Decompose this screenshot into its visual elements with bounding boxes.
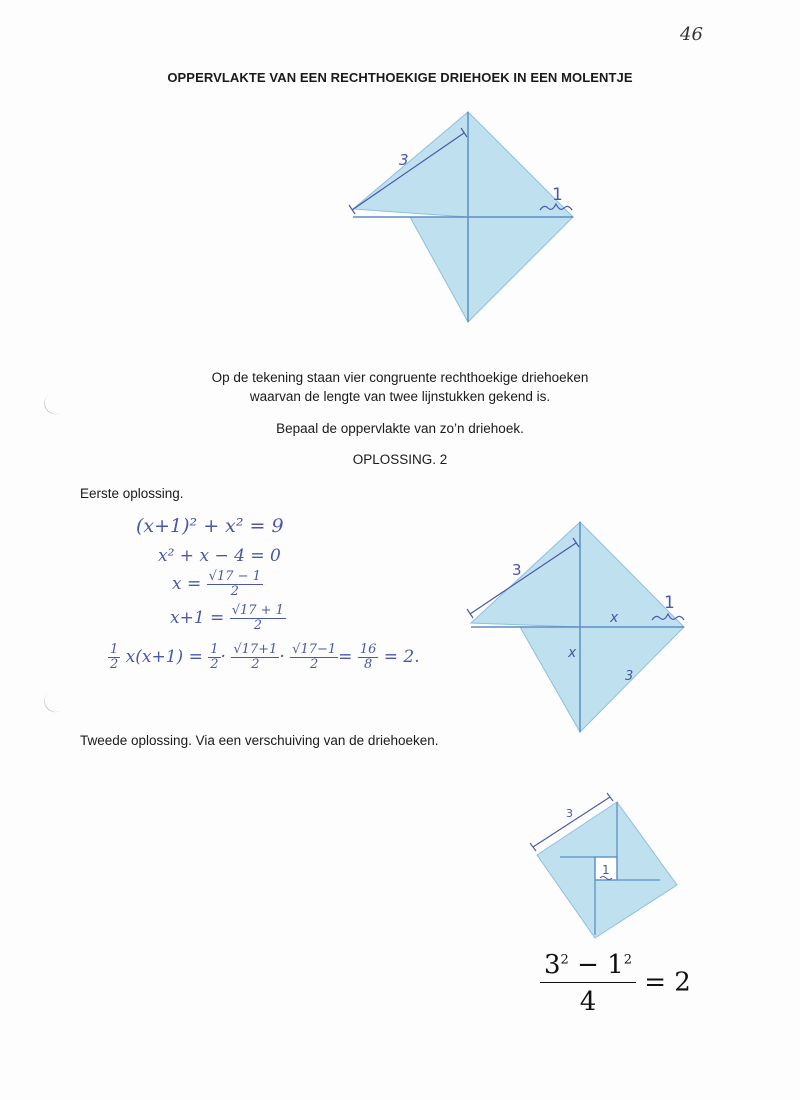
equation-2: x² + x − 4 = 0 [158, 546, 281, 566]
equation-5-frac-1-den: 2 [210, 657, 219, 672]
final-formula-fraction [540, 950, 636, 1017]
equation-5: $\frac{1}{2}$ x(x+1) = $\frac{1}{2}$ · $\frac{√17+1}{2}$ · $\frac{√17-1}{2}$ = $\frac{16}{8}$ = 2. [110, 642, 420, 672]
final-formula-a: 3 [544, 950, 561, 980]
triangle-top [353, 112, 468, 217]
pinwheel-figure-2 [460, 515, 695, 740]
fig2-side-label-3: 3 [512, 561, 522, 579]
equation-5-frac-3 [290, 643, 338, 672]
side-label-3: 3 [399, 151, 409, 169]
fig3-side-label-3: 3 [566, 807, 573, 820]
equation-3-denominator: 2 [230, 584, 239, 599]
punch-hole-mark-2 [40, 685, 71, 716]
square-figure-3 [525, 790, 685, 940]
equation-5-frac-1-num: 1 [210, 642, 219, 657]
triangle-bottom [468, 217, 573, 322]
pinwheel-figure-1 [340, 100, 590, 330]
equation-5-frac-2 [231, 643, 279, 672]
fig2-gap-label-1: 1 [664, 593, 675, 613]
equation-5-frac-3-den: 2 [310, 657, 319, 672]
equation-5-frac-4 [358, 643, 379, 672]
triangle-left [410, 217, 468, 322]
final-formula-a-exp: 2 [560, 952, 569, 968]
page-number: 46 [680, 24, 703, 45]
equation-5-result: = 2. [383, 647, 420, 667]
fig2-x-label-vertical: x [568, 645, 577, 661]
equation-4-fraction [230, 604, 286, 633]
problem-line-2: waarvan de lengte van twee lijnstukken gekend is. [249, 389, 551, 404]
equation-3-lhs: x = [172, 574, 202, 594]
first-solution-heading: Eerste oplossing. [80, 486, 184, 501]
fig2-hyp-label-3: 3 [625, 669, 634, 684]
equation-5-frac-1 [208, 643, 220, 672]
equation-5-frac-2-den: 2 [251, 657, 260, 672]
problem-question: Bepaal de oppervlakte van zo’n driehoek. [276, 421, 524, 436]
equation-5-half-den: 2 [110, 657, 119, 672]
final-formula-numerator [540, 950, 636, 983]
problem-line-1: Op de tekening staan vier congruente rechthoekige driehoeken [211, 370, 589, 385]
page-title: OPPERVLAKTE VAN EEN RECHTHOEKIGE DRIEHOEK IN EEN MOLENTJE [167, 70, 633, 85]
final-formula-result: = 2 [644, 967, 691, 998]
equation-5-frac-4-num: 16 [359, 642, 377, 657]
equation-4-denominator: 2 [253, 618, 262, 633]
equation-4 [170, 604, 286, 633]
fig2-x-label-horizontal: x [610, 610, 619, 626]
equation-5-frac-4-den: 8 [363, 657, 373, 672]
equation-5-frac-2-num: √17+1 [233, 642, 278, 657]
final-formula-b: 1 [607, 950, 624, 980]
equation-4-lhs: x+1 = [170, 608, 225, 628]
final-formula-denominator: 4 [579, 987, 597, 1017]
equation-5-half-num: 1 [110, 642, 119, 657]
equation-3-fraction [207, 570, 263, 599]
equation-5-half [108, 643, 120, 672]
equation-4-numerator: √17 + 1 [231, 603, 284, 618]
second-solution-heading: Tweede oplossing. Via een verschuiving van de driehoeken. [80, 733, 439, 748]
final-formula-minus: − [568, 950, 608, 980]
final-formula-b-exp: 2 [623, 952, 632, 968]
equation-1: (x+1)² + x² = 9 [136, 515, 284, 537]
gap-label-1: 1 [552, 185, 563, 205]
equation-5-lhs-rest: x(x+1) = [125, 647, 203, 667]
equation-5-frac-3-num: √17−1 [292, 642, 337, 657]
equation-3-numerator: √17 − 1 [208, 569, 261, 584]
equation-3 [172, 570, 263, 599]
final-formula [540, 950, 691, 1017]
fig3-square-label-1: 1 [602, 863, 610, 877]
solution-heading: OPLOSSING. 2 [352, 452, 448, 467]
